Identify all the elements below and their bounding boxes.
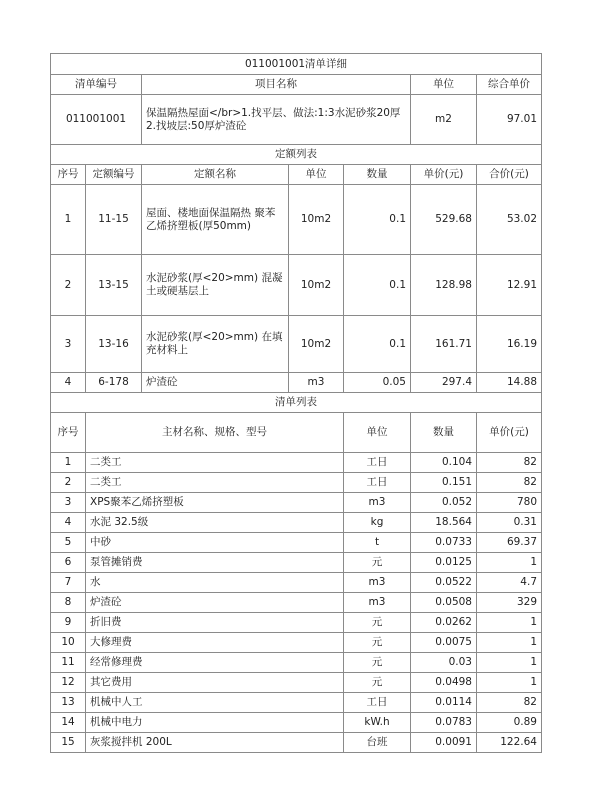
material-unit: t [344,533,411,553]
quota-header-qty: 数量 [344,165,411,185]
quota-header-total: 合价(元) [477,165,542,185]
materials-header-unit: 单位 [344,413,411,453]
quota-row [51,373,542,393]
material-no: 15 [51,733,86,753]
material-unit: 元 [344,633,411,653]
quota-price: 529.68 [411,185,477,255]
material-price: 82 [477,453,542,473]
quota-row [51,316,542,373]
material-qty: 0.0733 [411,533,477,553]
material-row [51,653,542,673]
material-row [51,493,542,513]
material-unit: m3 [344,493,411,513]
material-row [51,533,542,553]
material-unit: kg [344,513,411,533]
col-header-code: 清单编号 [51,75,142,95]
material-row [51,633,542,653]
quota-header-price: 单价(元) [411,165,477,185]
material-no: 14 [51,713,86,733]
materials-header-price: 单价(元) [477,413,542,453]
material-qty: 0.0783 [411,713,477,733]
material-unit: 元 [344,613,411,633]
material-row [51,593,542,613]
material-price: 1 [477,653,542,673]
material-unit: 元 [344,673,411,693]
material-qty: 0.0508 [411,593,477,613]
quota-unit: 10m2 [289,316,344,373]
material-name: 灰浆搅拌机 200L [86,733,344,753]
material-qty: 0.0498 [411,673,477,693]
material-unit: 元 [344,553,411,573]
material-row [51,673,542,693]
materials-header-no: 序号 [51,413,86,453]
bill-price: 97.01 [477,95,542,145]
material-name: 机械中电力 [86,713,344,733]
quota-qty: 0.05 [344,373,411,393]
material-unit: m3 [344,593,411,613]
quota-code: 13-16 [86,316,142,373]
material-price: 329 [477,593,542,613]
quota-total: 12.91 [477,255,542,316]
quota-name: 屋面、楼地面保温隔热 聚苯乙烯挤塑板(厚50mm) [142,185,289,255]
material-row [51,613,542,633]
material-price: 1 [477,613,542,633]
quota-row [51,255,542,316]
material-unit: 元 [344,653,411,673]
material-name: 水泥 32.5级 [86,513,344,533]
material-row [51,513,542,533]
material-qty: 0.03 [411,653,477,673]
material-unit: 台班 [344,733,411,753]
quota-code: 13-15 [86,255,142,316]
quota-no: 2 [51,255,86,316]
material-row [51,453,542,473]
bill-detail-table [50,53,542,753]
material-price: 82 [477,473,542,493]
quota-row [51,185,542,255]
material-qty: 0.0075 [411,633,477,653]
quota-name: 水泥砂浆(厚<20>mm) 在填充材料上 [142,316,289,373]
material-name: 二类工 [86,453,344,473]
materials-section-title: 清单列表 [51,393,542,413]
quota-unit: 10m2 [289,185,344,255]
material-price: 82 [477,693,542,713]
material-price: 4.7 [477,573,542,593]
material-name: 机械中人工 [86,693,344,713]
material-no: 3 [51,493,86,513]
material-no: 4 [51,513,86,533]
material-no: 10 [51,633,86,653]
material-name: 水 [86,573,344,593]
quota-header-code: 定额编号 [86,165,142,185]
material-name: 炉渣砼 [86,593,344,613]
quota-price: 297.4 [411,373,477,393]
col-header-name: 项目名称 [142,75,411,95]
quota-code: 6-178 [86,373,142,393]
material-no: 5 [51,533,86,553]
material-price: 1 [477,673,542,693]
quota-header-unit: 单位 [289,165,344,185]
quota-qty: 0.1 [344,255,411,316]
material-row [51,473,542,493]
quota-name: 水泥砂浆(厚<20>mm) 混凝土或硬基层上 [142,255,289,316]
material-name: 经常修理费 [86,653,344,673]
material-name: 二类工 [86,473,344,493]
quota-unit: m3 [289,373,344,393]
material-qty: 0.0262 [411,613,477,633]
material-price: 1 [477,553,542,573]
material-qty: 0.104 [411,453,477,473]
quota-total: 14.88 [477,373,542,393]
material-no: 7 [51,573,86,593]
material-no: 6 [51,553,86,573]
material-no: 12 [51,673,86,693]
material-row [51,553,542,573]
quota-no: 1 [51,185,86,255]
quota-no: 4 [51,373,86,393]
material-name: 泵管摊销费 [86,553,344,573]
quota-name: 炉渣砼 [142,373,289,393]
material-qty: 0.052 [411,493,477,513]
material-unit: m3 [344,573,411,593]
bill-code: 011001001 [51,95,142,145]
material-name: 大修理费 [86,633,344,653]
material-no: 1 [51,453,86,473]
material-qty: 0.0114 [411,693,477,713]
material-qty: 0.0091 [411,733,477,753]
quota-total: 53.02 [477,185,542,255]
material-row [51,713,542,733]
quota-total: 16.19 [477,316,542,373]
quota-no: 3 [51,316,86,373]
material-price: 1 [477,633,542,653]
material-price: 122.64 [477,733,542,753]
material-unit: 工日 [344,473,411,493]
material-no: 11 [51,653,86,673]
material-price: 0.89 [477,713,542,733]
quota-qty: 0.1 [344,185,411,255]
material-unit: 工日 [344,693,411,713]
quota-qty: 0.1 [344,316,411,373]
material-no: 8 [51,593,86,613]
material-no: 13 [51,693,86,713]
col-header-unit: 单位 [411,75,477,95]
materials-header-qty: 数量 [411,413,477,453]
bill-detail-sheet [50,53,541,753]
material-unit: 工日 [344,453,411,473]
quota-price: 161.71 [411,316,477,373]
material-qty: 0.0522 [411,573,477,593]
material-name: 其它费用 [86,673,344,693]
material-price: 69.37 [477,533,542,553]
material-row [51,733,542,753]
quota-code: 11-15 [86,185,142,255]
bill-unit: m2 [411,95,477,145]
material-name: 中砂 [86,533,344,553]
quota-unit: 10m2 [289,255,344,316]
material-price: 0.31 [477,513,542,533]
material-no: 9 [51,613,86,633]
material-row [51,693,542,713]
material-qty: 0.0125 [411,553,477,573]
material-price: 780 [477,493,542,513]
quota-price: 128.98 [411,255,477,316]
quota-section-title: 定额列表 [51,145,542,165]
sheet-title: 011001001清单详细 [51,54,542,75]
material-name: 折旧费 [86,613,344,633]
material-name: XPS聚苯乙烯挤塑板 [86,493,344,513]
material-row [51,573,542,593]
quota-header-name: 定额名称 [142,165,289,185]
quota-header-no: 序号 [51,165,86,185]
material-no: 2 [51,473,86,493]
col-header-price: 综合单价 [477,75,542,95]
bill-name: 保温隔热屋面</br>1.找平层、做法:1:3水泥砂浆20厚 2.找坡层:50厚炉渣砼 [142,95,411,145]
material-unit: kW.h [344,713,411,733]
materials-header-name: 主材名称、规格、型号 [86,413,344,453]
material-qty: 0.151 [411,473,477,493]
material-qty: 18.564 [411,513,477,533]
